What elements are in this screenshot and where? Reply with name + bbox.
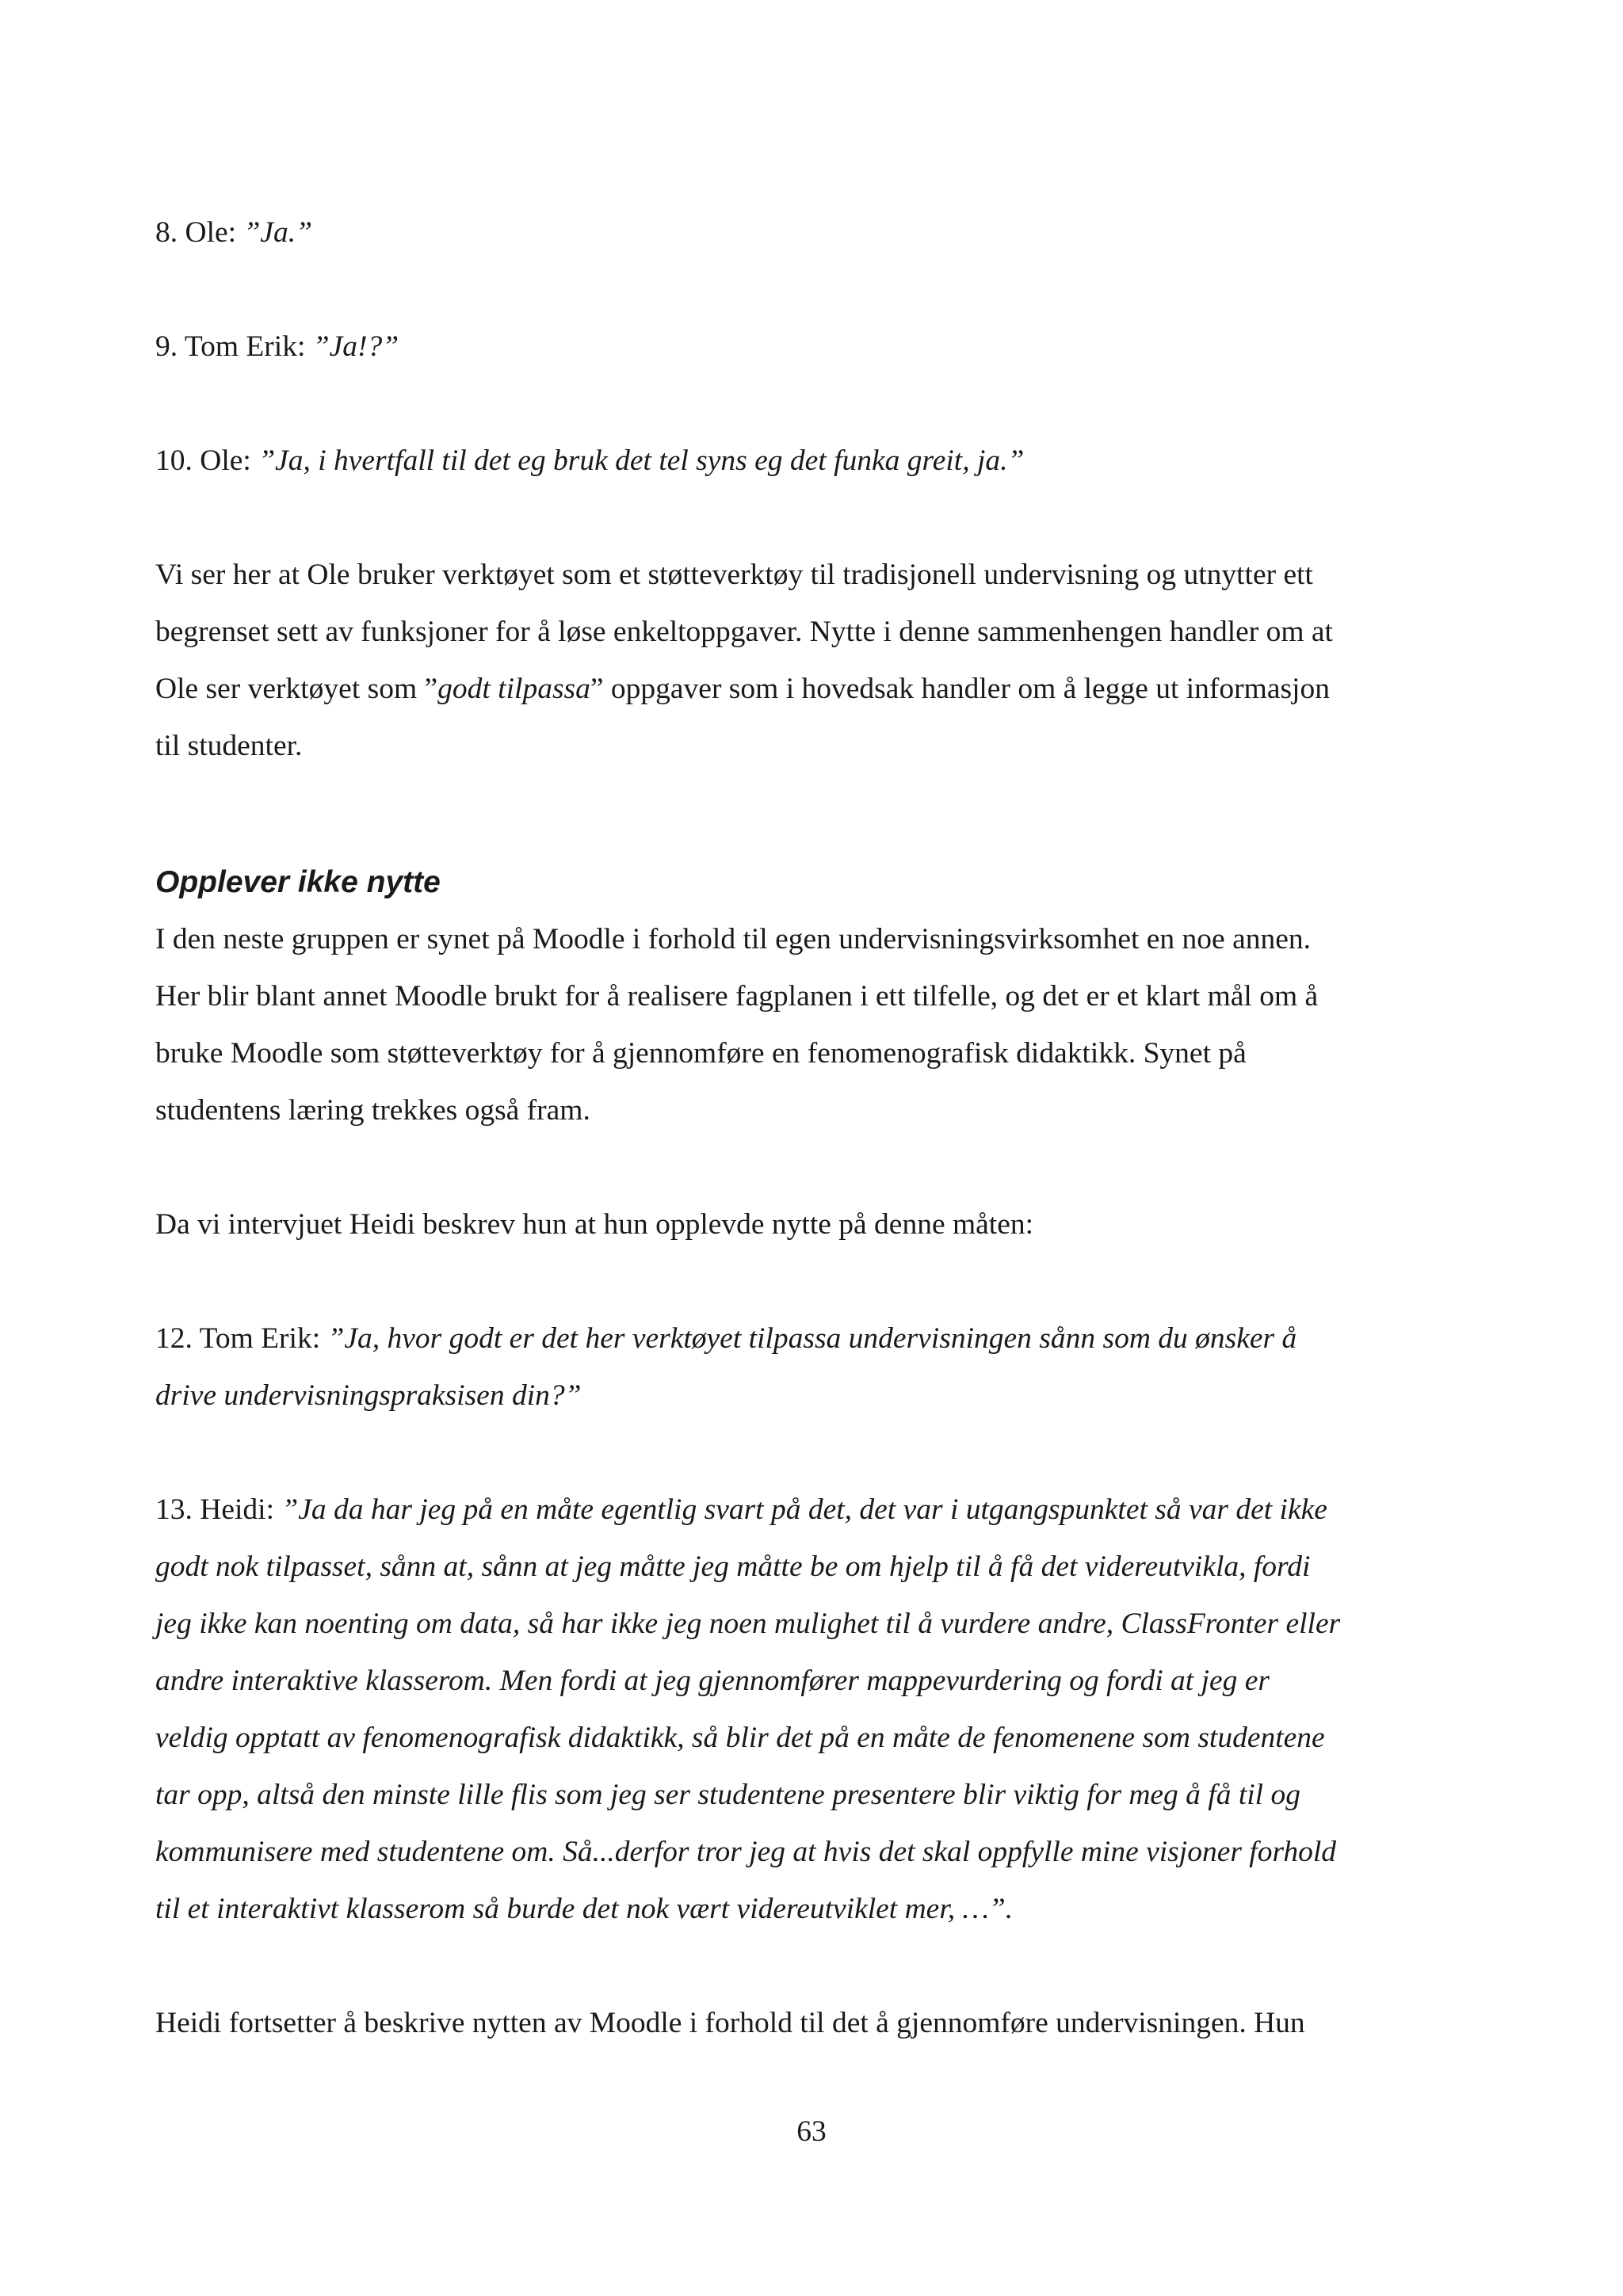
paragraph-heidi-continues: Heidi fortsetter å beskrive nytten av Moodle i forhold til det å gjennomføre undervisningen. Hun xyxy=(155,2007,1305,2039)
text-line: Vi ser her at Ole bruker verktøyet som et støtteverktøy til tradisjonell undervisning og utnytter ett xyxy=(155,559,1313,591)
quote-text: jeg ikke kan noenting om data, så har ikke jeg noen mulighet til å vurdere andre, ClassFronter eller xyxy=(155,1608,1341,1640)
speaker-label: 12. Tom Erik: xyxy=(155,1322,328,1355)
text-line: bruke Moodle som støtteverktøy for å gjennomføre en fenomenografisk didaktikk. Synet på xyxy=(155,1037,1247,1070)
text-segment: Ole ser verktøyet som ” xyxy=(155,673,438,705)
text-line xyxy=(155,1310,1479,1367)
quote-text: andre interaktive klasserom. Men fordi at jeg gjennomfører mappevurdering og fordi at jeg er xyxy=(155,1665,1270,1697)
emphasis-text: godt tilpassa xyxy=(437,673,590,705)
quote-text: ”Ja da har jeg på en måte egentlig svart på det, det var i utgangspunktet så var det ikke xyxy=(281,1493,1327,1526)
quote-text: ”Ja.” xyxy=(243,216,312,249)
text-line: Her blir blant annet Moodle brukt for å realisere fagplanen i ett tilfelle, og det er et klart mål om å xyxy=(155,980,1319,1013)
speaker-label: 8. Ole: xyxy=(155,216,244,249)
speaker-label: 10. Ole: xyxy=(155,444,259,477)
quote-text: kommunisere med studentene om. Så...derfor tror jeg at hvis det skal oppfylle mine visjoner forhold xyxy=(155,1836,1337,1868)
dialogue-line-8 xyxy=(155,204,1479,261)
quote-text: ”Ja, hvor godt er det her verktøyet tilpassa undervisningen sånn som du ønsker å xyxy=(327,1322,1297,1355)
quote-text: til et interaktivt klasserom så burde det nok vært videreutviklet mer, …”. xyxy=(155,1893,1014,1925)
dialogue-line-12 xyxy=(155,1310,1479,1425)
paragraph-heidi-intro: Da vi intervjuet Heidi beskrev hun at hun opplevde nytte på denne måten: xyxy=(155,1208,1034,1241)
page-number: 63 xyxy=(796,2115,827,2148)
text-segment: ” oppgaver som i hovedsak handler om å legge ut informasjon xyxy=(590,673,1330,705)
dialogue-line-13 xyxy=(155,1482,1479,1938)
document-page xyxy=(155,204,1479,2052)
text-line: til studenter. xyxy=(155,730,303,762)
text-line: I den neste gruppen er synet på Moodle i forhold til egen undervisningsvirksomhet en noe annen. xyxy=(155,923,1311,955)
quote-text: ”Ja!?” xyxy=(312,330,399,363)
paragraph-analysis-ole xyxy=(155,547,1479,775)
quote-text: veldig opptatt av fenomenografisk didaktikk, så blir det på en måte de fenomenene som studentene xyxy=(155,1722,1325,1754)
text-line xyxy=(155,1482,1479,1539)
paragraph-group-intro xyxy=(155,911,1479,1139)
quote-text: drive undervisningspraksisen din?” xyxy=(155,1379,582,1412)
quote-text: godt nok tilpasset, sånn at, sånn at jeg måtte jeg måtte be om hjelp til å få det videreutvikla, fordi xyxy=(155,1550,1311,1583)
quote-text: ”Ja, i hvertfall til det eg bruk det tel syns eg det funka greit, ja.” xyxy=(258,444,1025,477)
dialogue-line-10 xyxy=(155,433,1479,490)
text-line: begrenset sett av funksjoner for å løse enkeltoppgaver. Nytte i denne sammenhengen handler om at xyxy=(155,616,1333,648)
text-line: studentens læring trekkes også fram. xyxy=(155,1094,590,1127)
speaker-label: 13. Heidi: xyxy=(155,1493,282,1526)
quote-text: tar opp, altså den minste lille flis som jeg ser studentene presentere blir viktig for meg å få til og xyxy=(155,1779,1300,1811)
section-heading: Opplever ikke nytte xyxy=(155,865,441,899)
dialogue-line-9 xyxy=(155,318,1479,376)
speaker-label: 9. Tom Erik: xyxy=(155,330,313,363)
text-line xyxy=(155,661,1479,718)
